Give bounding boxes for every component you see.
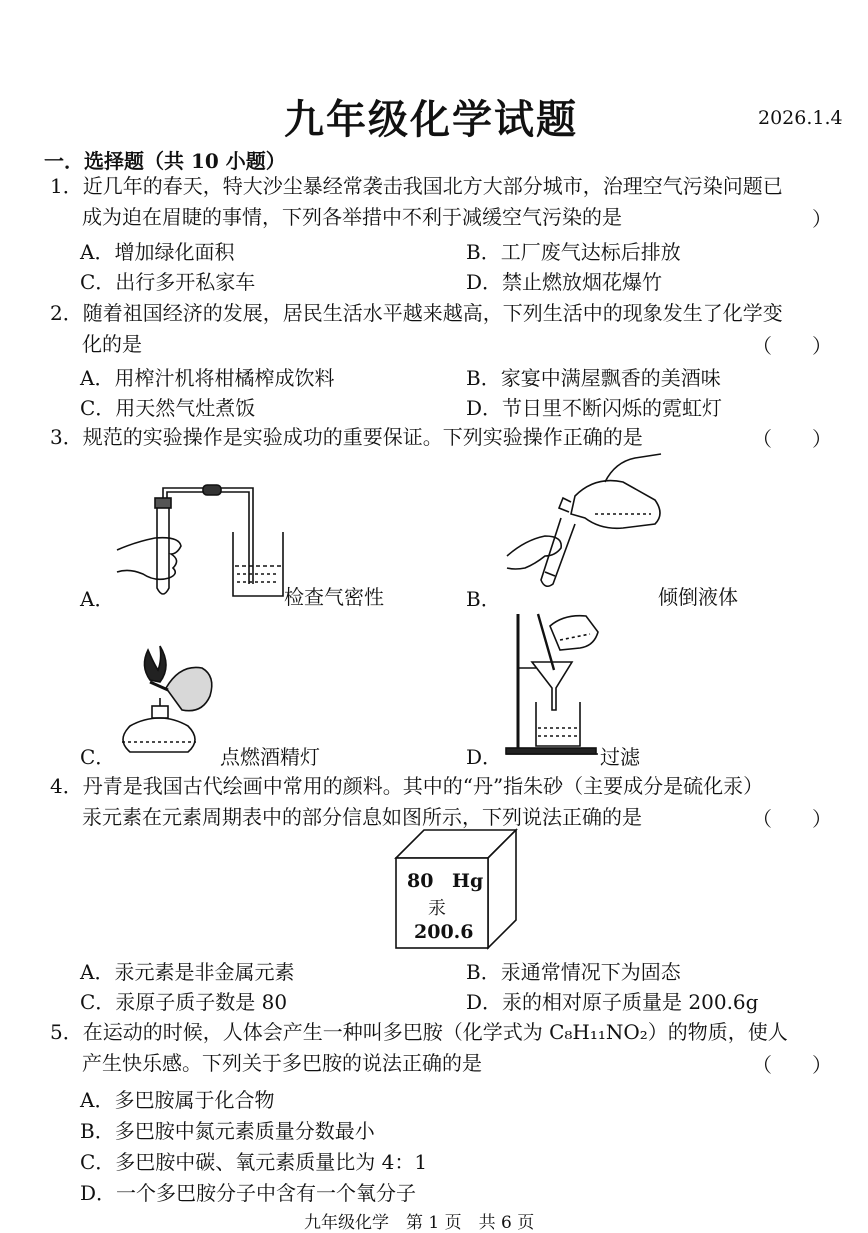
q2-option-c[interactable]: C．用天然气灶煮饭 bbox=[80, 396, 256, 420]
q1-stem-line1: 1．近几年的春天，特大沙尘暴经常袭击我国北方大部分城市，治理空气污染问题已 bbox=[50, 174, 783, 198]
q4-option-a[interactable]: A．汞元素是非金属元素 bbox=[80, 960, 295, 984]
q4-stem-line1: 4．丹青是我国古代绘画中常用的颜料。其中的“丹”指朱砂（主要成分是硫化汞） bbox=[50, 774, 764, 798]
q2-option-a[interactable]: A．用榨汁机将柑橘榨成饮料 bbox=[80, 366, 335, 390]
section-heading: 一．选择题（共 10 小题） bbox=[44, 149, 286, 173]
exam-date: 2026.1.4 bbox=[758, 107, 843, 129]
q1-option-d[interactable]: D．禁止燃放烟花爆竹 bbox=[466, 270, 663, 294]
q3-option-d[interactable]: D． bbox=[466, 745, 503, 769]
q1-option-a[interactable]: A．增加绿化面积 bbox=[80, 240, 235, 264]
q3-caption-a: 检查气密性 bbox=[284, 585, 384, 609]
q3-stem-line1: 3．规范的实验操作是实验成功的重要保证。下列实验操作正确的是 bbox=[50, 425, 643, 449]
q5-option-c[interactable]: C．多巴胺中碳、氧元素质量比为 4：1 bbox=[80, 1150, 428, 1174]
q4-stem-line2: 汞元素在元素周期表中的部分信息如图所示，下列说法正确的是 bbox=[82, 805, 642, 829]
q2-option-b[interactable]: B．家宴中满屋飘香的美酒味 bbox=[466, 366, 721, 390]
q2-stem-line2: 化的是 bbox=[82, 332, 142, 356]
q3-caption-c: 点燃酒精灯 bbox=[220, 745, 320, 769]
q4-option-d[interactable]: D．汞的相对原子质量是 200.6g bbox=[466, 990, 759, 1014]
q2-answer-paren: （ ） bbox=[752, 334, 832, 358]
q3-option-a[interactable]: A． bbox=[80, 587, 115, 611]
element-symbol: Hg bbox=[452, 870, 484, 892]
q1-option-b[interactable]: B．工厂废气达标后排放 bbox=[466, 240, 681, 264]
q4-option-c[interactable]: C．汞原子质子数是 80 bbox=[80, 990, 288, 1014]
q3-answer-paren: （ ） bbox=[752, 427, 832, 451]
q1-option-c[interactable]: C．出行多开私家车 bbox=[80, 270, 256, 294]
q5-option-b[interactable]: B．多巴胺中氮元素质量分数最小 bbox=[80, 1119, 375, 1143]
figure-pouring-liquid bbox=[505, 452, 665, 597]
page-footer: 九年级化学 第 1 页 共 6 页 bbox=[304, 1213, 535, 1233]
q5-option-a[interactable]: A．多巴胺属于化合物 bbox=[80, 1088, 275, 1112]
element-atomic-mass: 200.6 bbox=[414, 921, 474, 943]
figure-airtightness-check bbox=[115, 476, 285, 604]
element-atomic-number: 80 bbox=[407, 870, 434, 892]
q2-option-d[interactable]: D．节日里不断闪烁的霓虹灯 bbox=[466, 396, 723, 420]
q2-stem-line1: 2．随着祖国经济的发展，居民生活水平越来越高，下列生活中的现象发生了化学变 bbox=[50, 301, 783, 325]
q4-option-b[interactable]: B．汞通常情况下为固态 bbox=[466, 960, 681, 984]
page-title: 九年级化学试题 bbox=[284, 96, 578, 143]
element-name: 汞 bbox=[428, 898, 446, 919]
q1-stem-line2: 成为迫在眉睫的事情，下列各举措中不利于减缓空气污染的是 bbox=[82, 205, 622, 229]
q5-stem-line2: 产生快乐感。下列关于多巴胺的说法正确的是 bbox=[82, 1051, 482, 1075]
q3-caption-d: 过滤 bbox=[600, 745, 640, 769]
q3-option-b[interactable]: B． bbox=[466, 587, 501, 611]
q4-answer-paren: （ ） bbox=[752, 807, 832, 831]
q1-answer-paren: ） bbox=[812, 207, 832, 231]
q3-option-c[interactable]: C． bbox=[80, 745, 116, 769]
q3-caption-b: 倾倒液体 bbox=[658, 585, 738, 609]
q5-option-d[interactable]: D．一个多巴胺分子中含有一个氧分子 bbox=[80, 1181, 417, 1205]
figure-alcohol-lamp bbox=[110, 636, 220, 758]
figure-filtration bbox=[502, 610, 602, 760]
q5-stem-line1: 5．在运动的时候，人体会产生一种叫多巴胺（化学式为 C₈H₁₁NO₂）的物质，使人 bbox=[50, 1020, 788, 1044]
q5-answer-paren: （ ） bbox=[752, 1053, 832, 1077]
